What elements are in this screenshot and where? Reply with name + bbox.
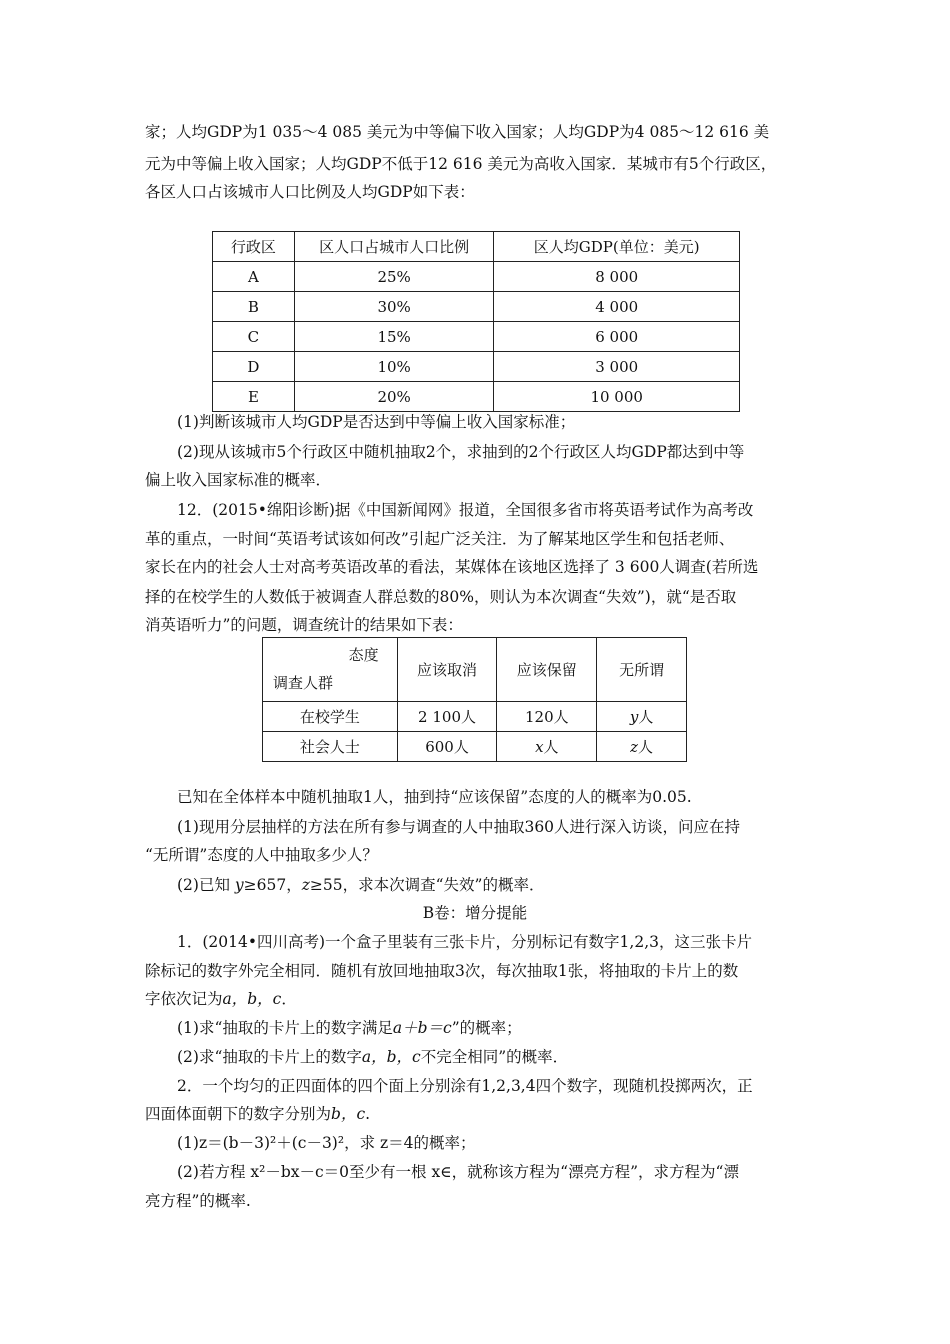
table-row (263, 702, 687, 732)
header-district: 行政区 (213, 232, 295, 262)
q12-part-1-line-1: (1)现用分层抽样的方法在所有参与调查的人中抽取360人进行深入访谈，问应在持 (177, 818, 741, 836)
q12-line-2: 革的重点，一时间“英语考试该如何改”引起广泛关注．为了解某地区学生和包括老师、 (145, 530, 735, 548)
text-segment: (2)已知 (177, 876, 235, 894)
unit: 人 (638, 738, 654, 756)
cell-indifferent (597, 702, 687, 732)
text-segment: 字依次记为 (145, 990, 223, 1008)
q11-part-2-line-1: (2)现从该城市5个行政区中随机抽取2个，求抽到的2个行政区人均GDP都达到中等 (177, 443, 745, 461)
b1-line-3 (145, 989, 815, 1009)
cell-ratio: 10% (294, 352, 494, 382)
b2-line-2 (145, 1104, 815, 1124)
cell-ratio: 30% (294, 292, 494, 322)
q12-line-4: 择的在校学生的人数低于被调查人群总数的80%，则认为本次调查“失效”)，就“是否取 (145, 588, 737, 606)
variables: b，c (331, 1105, 366, 1123)
text-segment: ≥657， (243, 876, 302, 894)
cell-indifferent (597, 732, 687, 762)
cell-keep (497, 732, 597, 762)
q11-part-2-line-2: 偏上收入国家标准的概率． (145, 471, 332, 489)
cell-gdp: 6 000 (494, 322, 740, 352)
b2-part-1: (1)z＝(b－3)²＋(c－3)²，求 z＝4的概率； (177, 1134, 476, 1152)
var-z: z (301, 876, 310, 894)
cell-district: D (213, 352, 295, 382)
cell-cancel: 600人 (397, 732, 497, 762)
b1-line-2: 除标记的数字外完全相同．随机有放回地抽取3次，每次抽取1张，将抽取的卡片上的数 (145, 962, 739, 980)
corner-group-label: 调查人群 (273, 674, 334, 692)
unit: 人 (543, 738, 559, 756)
table-row (213, 262, 740, 292)
header-gdp-per-capita: 区人均GDP(单位：美元) (494, 232, 740, 262)
intro-line-1: 家；人均GDP为1 035～4 085 美元为中等偏下收入国家；人均GDP为4 085～12 616 美 (145, 123, 770, 141)
variables: a，b，c (222, 990, 282, 1008)
text-segment: 四面体面朝下的数字分别为 (145, 1105, 332, 1123)
b1-part-1 (177, 1018, 847, 1038)
var-z: z (630, 738, 639, 756)
cell-keep: 120人 (497, 702, 597, 732)
cell-gdp: 10 000 (494, 382, 740, 412)
text-segment: ≥55，求本次调查“失效”的概率． (309, 876, 545, 894)
b1-part-2 (177, 1047, 847, 1067)
cell-ratio: 25% (294, 262, 494, 292)
table-row (213, 322, 740, 352)
text-segment: ． (281, 990, 297, 1008)
b2-part-2-line-1: (2)若方程 x²－bx－c＝0至少有一根 x∈，就称该方程为“漂亮方程”，求方程为“漂 (177, 1163, 739, 1181)
cell-group: 在校学生 (263, 702, 398, 732)
cell-gdp: 4 000 (494, 292, 740, 322)
q12-part-2 (177, 875, 847, 895)
var-y: y (629, 708, 639, 726)
b2-line-1: 2．一个均匀的正四面体的四个面上分别涂有1,2,3,4四个数字，现随机投掷两次，正 (177, 1077, 753, 1095)
table-corner-cell (263, 638, 398, 702)
cell-district: E (213, 382, 295, 412)
var-x: x (535, 738, 544, 756)
table-row (213, 292, 740, 322)
q12-line-5: 消英语听力”的问题，调查统计的结果如下表： (145, 616, 463, 634)
text-segment: . (365, 1105, 371, 1123)
gdp-table (212, 231, 740, 412)
expression: a＋b＝c (392, 1019, 452, 1037)
survey-table (262, 637, 687, 762)
cell-ratio: 20% (294, 382, 494, 412)
header-cancel: 应该取消 (397, 638, 497, 702)
cell-group: 社会人士 (263, 732, 398, 762)
q12-line-1: 12．(2015•绵阳诊断)据《中国新闻网》报道，全国很多省市将英语考试作为高考改 (177, 501, 754, 519)
corner-attitude-label: 态度 (348, 646, 379, 664)
q12-line-3: 家长在内的社会人士对高考英语改革的看法，某媒体在该地区选择了 3 600人调查(若所选 (145, 558, 759, 576)
var-y: y (234, 876, 244, 894)
cell-district: B (213, 292, 295, 322)
table-header-row (213, 232, 740, 262)
text-segment: ”的概率； (451, 1019, 522, 1037)
cell-gdp: 3 000 (494, 352, 740, 382)
cell-cancel: 2 100人 (397, 702, 497, 732)
text-segment: (2)求“抽取的卡片上的数字 (177, 1048, 362, 1066)
header-indifferent: 无所谓 (597, 638, 687, 702)
header-keep: 应该保留 (497, 638, 597, 702)
table-row (213, 382, 740, 412)
table-row (263, 732, 687, 762)
header-population-ratio: 区人口占城市人口比例 (294, 232, 494, 262)
section-b-title: B卷：增分提能 (422, 904, 528, 922)
text-segment: 不完全相同”的概率． (420, 1048, 569, 1066)
cell-district: C (213, 322, 295, 352)
b1-line-1: 1．(2014•四川高考)一个盒子里装有三张卡片，分别标记有数字1,2,3，这三张卡片 (177, 933, 752, 951)
cell-ratio: 15% (294, 322, 494, 352)
table-header-row (263, 638, 687, 702)
text-segment: (1)求“抽取的卡片上的数字满足 (177, 1019, 393, 1037)
q12-given: 已知在全体样本中随机抽取1人，抽到持“应该保留”态度的人的概率为0.05. (177, 788, 692, 806)
unit: 人 (638, 708, 654, 726)
q11-part-1: (1)判断该城市人均GDP是否达到中等偏上收入国家标准； (177, 413, 576, 431)
cell-gdp: 8 000 (494, 262, 740, 292)
variables: a，b，c (361, 1048, 421, 1066)
q12-part-1-line-2: “无所谓”态度的人中抽取多少人？ (145, 846, 378, 864)
b2-part-2-line-2: 亮方程”的概率. (145, 1192, 251, 1210)
table-row (213, 352, 740, 382)
intro-line-3: 各区人口占该城市人口比例及人均GDP如下表： (145, 183, 475, 201)
intro-line-2: 元为中等偏上收入国家；人均GDP不低于12 616 美元为高收入国家．某城市有5个行政区， (145, 155, 777, 173)
cell-district: A (213, 262, 295, 292)
